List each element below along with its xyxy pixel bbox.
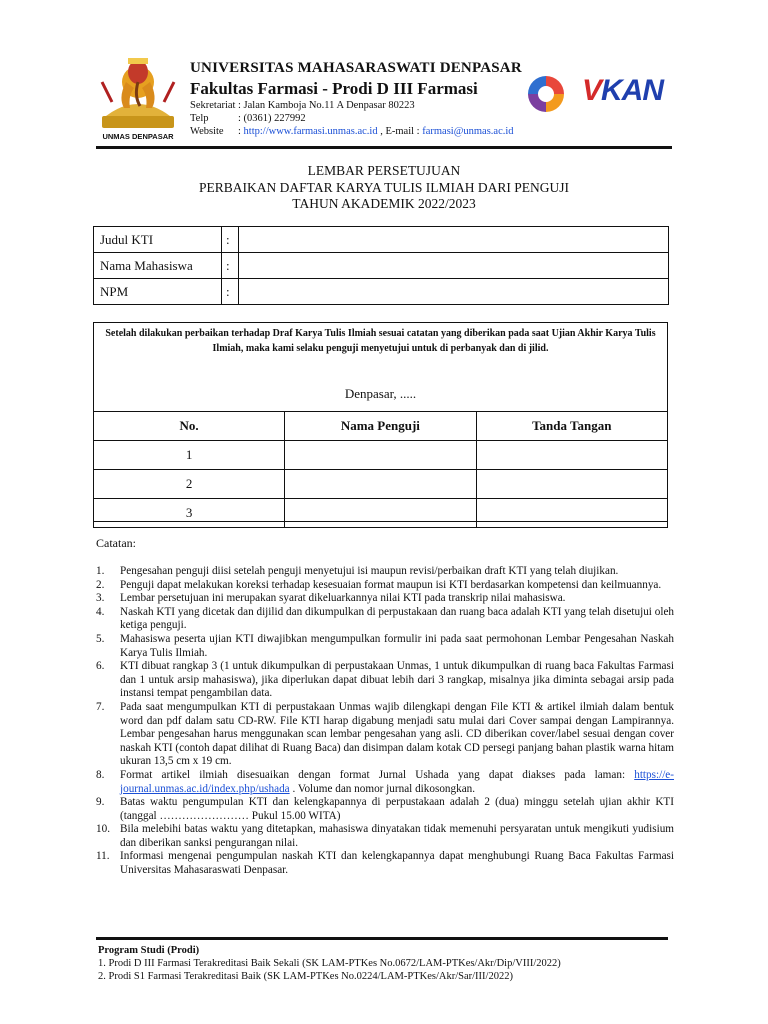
signature-field[interactable]	[476, 499, 667, 528]
table-row	[94, 499, 668, 528]
examiner-name-field[interactable]	[285, 470, 476, 499]
note-number: 8.	[96, 768, 105, 781]
examiner-name-field[interactable]	[285, 499, 476, 528]
column-header-tanda-tangan: Tanda Tangan	[476, 412, 667, 441]
note-text: Format artikel ilmiah disesuaikan dengan format Jurnal Ushada yang dapat diakses pada laman:	[120, 768, 635, 781]
note-number: 6.	[96, 660, 105, 673]
title-line-2: PERBAIKAN DAFTAR KARYA TULIS ILMIAH DARI PENGUJI	[199, 180, 569, 195]
note-text: Batas waktu pengumpulan KTI dan kelengkapannya di perpustakaan adalah 2 (dua) minggu setelah ujian akhir KTI (tanggal …………………… Pukul 15.00 WITA)	[120, 796, 674, 822]
title-line-1: LEMBAR PERSETUJUAN	[307, 163, 461, 178]
row-number: 2	[94, 470, 285, 499]
notes-heading: Catatan:	[96, 536, 136, 550]
note-text: Penguji dapat melakukan koreksi terhadap kesesuaian format maupun isi KTI berdasarkan kompetensi dan keilmuannya.	[120, 578, 662, 591]
website-link[interactable]: http://www.farmasi.unmas.ac.id	[243, 126, 378, 137]
note-text: Pada saat mengumpulkan KTI di perpustakaan Unmas wajib dilengkapi dengan File KTI & artikel ilmiah dalam bentuk word dan pdf dalam satu CD-RW. File KTI harap digabung menjadi satu mulai dari Cover sampai dengan Lampirannya. Lembar pengesahan harus menggunakan scan lembar pengesahan yang asli. CD diberikan cover/label sesuai dengan cover naskah KTI (contoh dapat dilihat di Ruang Baca) dan disimpan dalam kotak CD persegi panjang bahan plastik warna hitam ukuran 13,5 cm x 19 cm.	[120, 700, 674, 768]
field-separator: :	[222, 279, 239, 305]
list-item	[96, 660, 674, 701]
title-line-3: TAHUN AKADEMIK 2022/2023	[292, 196, 476, 211]
note-number: 2.	[96, 578, 105, 591]
judul-kti-field[interactable]	[239, 227, 669, 253]
kan-checkmark: V	[582, 74, 602, 107]
list-item	[96, 592, 674, 606]
note-text: Naskah KTI yang dicetak dan dijilid dan dikumpulkan di perpustakaan dan ruang baca adalah KTI yang telah disetujui oleh ketiga penguji.	[120, 605, 674, 632]
faculty-name: Fakultas Farmasi - Prodi D III Farmasi	[190, 79, 478, 98]
column-header-nama-penguji: Nama Penguji	[285, 412, 476, 441]
journal-link[interactable]: https://e-journal.unmas.ac.id/index.php/ushada	[120, 768, 674, 795]
secretariat-label: Sekretariat	[190, 100, 236, 111]
table-row	[94, 253, 669, 279]
note-number: 1.	[96, 565, 105, 577]
student-info-table	[93, 226, 669, 305]
footer-line-2: 2. Prodi S1 Farmasi Terakreditasi Baik (SK LAM-PTKes No.0224/LAM-PTKes/Akr/Sar/III/2022)	[98, 971, 513, 982]
field-separator: :	[222, 253, 239, 279]
list-item	[96, 850, 674, 877]
list-item	[96, 701, 674, 769]
list-item	[96, 769, 674, 796]
footer-line-1: 1. Prodi D III Farmasi Terakreditasi Baik Sekali (SK LAM-PTKes No.0672/LAM-PTKes/Akr/Dip/VIII/2022)	[98, 958, 561, 969]
examiner-name-field[interactable]	[285, 441, 476, 470]
field-label: Nama Mahasiswa	[94, 253, 222, 279]
email-link[interactable]: farmasi@unmas.ac.id	[422, 126, 514, 137]
email-prefix: , E-mail :	[377, 126, 423, 137]
kan-text: KAN	[601, 74, 664, 107]
table-header-row	[94, 412, 668, 441]
note-text: Informasi mengenai pengumpulan naskah KTI dan kelengkapannya dapat menghubungi Ruang Baca Fakultas Farmasi Universitas Mahasaraswati Denpasar.	[120, 850, 674, 877]
row-number: 1	[94, 441, 285, 470]
column-header-no: No.	[94, 412, 285, 441]
table-row	[94, 279, 669, 305]
signature-field[interactable]	[476, 470, 667, 499]
website-prefix: :	[238, 126, 244, 137]
website-row	[190, 126, 514, 137]
phone-value: : (0361) 227992	[238, 113, 306, 124]
row-number: 3	[94, 499, 285, 528]
signature-field[interactable]	[476, 441, 667, 470]
note-number: 4.	[96, 605, 105, 618]
note-text: Bila melebihi batas waktu yang ditetapkan, mahasiswa dinyatakan tidak memenuhi persyaratan untuk mengikuti yudisium dan diberikan sanksi pengurangan nilai.	[120, 823, 674, 849]
nama-mahasiswa-field[interactable]	[239, 253, 669, 279]
notes-list	[96, 565, 674, 878]
field-label: Judul KTI	[94, 227, 222, 253]
table-row	[94, 470, 668, 499]
list-item	[96, 796, 674, 823]
university-logo	[98, 52, 178, 144]
note-text: Lembar persetujuan ini merupakan syarat dikeluarkannya nilai KTI pada transkrip nilai mahasiswa.	[120, 592, 566, 605]
note-text: . Volume dan nomor jurnal dikosongkan.	[289, 782, 476, 795]
logo-caption: UNMAS DENPASAR	[102, 132, 174, 141]
note-text: Mahasiswa peserta ujian KTI diwajibkan mengumpulkan formulir ini pada saat permohonan Lembar Pengesahan Naskah Karya Tulis Ilmiah.	[120, 632, 674, 659]
kan-logo	[582, 74, 663, 108]
note-text: Pengesahan penguji diisi setelah penguji menyetujui isi maupun revisi/perbaikan draft KTI yang telah diujikan.	[120, 565, 619, 577]
examiner-table	[93, 411, 668, 528]
note-number: 10.	[96, 823, 110, 836]
secretariat-row	[190, 100, 415, 111]
phone-row	[190, 113, 306, 124]
footer-heading: Program Studi (Prodi)	[98, 945, 200, 956]
note-number: 9.	[96, 796, 105, 809]
university-name: UNIVERSITAS MAHASARASWATI DENPASAR	[190, 60, 522, 76]
note-number: 7.	[96, 700, 105, 713]
list-item	[96, 633, 674, 660]
table-row	[94, 227, 669, 253]
field-label: NPM	[94, 279, 222, 305]
note-text: KTI dibuat rangkap 3 (1 untuk dikumpulkan di perpustakaan Unmas, 1 untuk dikumpulkan di ruang baca Fakultas Farmasi dan 1 untuk arsip mahasiswa), jika diperlukan dapat dibuat lebih dari 3 rangkap, misalnya jika diminta sebagai arsip pada instansi tempat pengambilan data.	[120, 660, 674, 700]
npm-field[interactable]	[239, 279, 669, 305]
note-number: 3.	[96, 592, 105, 605]
list-item	[96, 579, 674, 593]
footer-divider	[96, 937, 668, 940]
approval-box	[93, 322, 668, 522]
table-row	[94, 441, 668, 470]
list-item	[96, 606, 674, 633]
swirl-logo-icon	[524, 72, 568, 116]
approval-statement: Setelah dilakukan perbaikan terhadap Draf Karya Tulis Ilmiah sesuai catatan yang diberikan pada saat Ujian Akhir Karya Tulis Ilmiah, maka kami selaku penguji menyetujui untuk di perbanyak dan di jilid.	[105, 328, 656, 354]
header-divider	[96, 146, 672, 149]
ganesha-emblem-icon	[98, 52, 178, 144]
list-item	[96, 823, 674, 850]
place-date: Denpasar, .....	[344, 386, 417, 401]
list-item	[96, 565, 674, 579]
phone-label: Telp	[190, 113, 209, 124]
secretariat-value: : Jalan Kamboja No.11 A Denpasar 80223	[238, 100, 415, 111]
field-separator: :	[222, 227, 239, 253]
note-number: 5.	[96, 632, 105, 645]
note-number: 11.	[96, 850, 110, 863]
website-label: Website	[190, 126, 224, 137]
